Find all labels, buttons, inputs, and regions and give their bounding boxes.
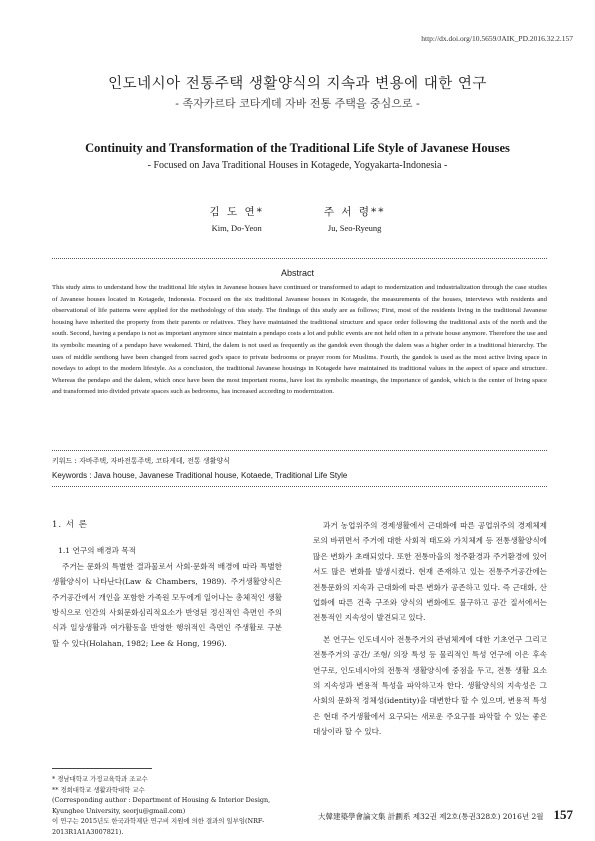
page-number: 157 (553, 807, 573, 822)
author-1-name-ko: 김 도 연* (209, 206, 264, 218)
author-1-name-en: Kim, Do-Yeon (211, 223, 262, 233)
divider-top (52, 258, 547, 259)
title-korean: 인도네시아 전통주택 생활양식의 지속과 변용에 대한 연구 (108, 76, 487, 92)
author-1 (210, 204, 264, 233)
keywords-korean: 키워드 : 자바주택, 자바전통주택, 코타게데, 전통 생활양식 (52, 457, 230, 465)
subtitle-english: - Focused on Java Traditional Houses in Kotagede, Yogyakarta-Indonesia - (147, 160, 448, 171)
footnote-2: ** 경희대학교 생활과학대학 교수 (52, 785, 145, 794)
abstract-body: This study aims to understand how the traditional life styles in Javanese houses have continued or transformed to adapt to modernization and industrialization through the case studies of Javanese houses located in Kotagede, Indonesia. Focused on the six traditional Javanese houses in Kotagede, the measurements of the houses, interviews with residents and observational of life patterns were applied for the methodology of this study. The findings of this study are as follows; First, most of the residents living in the traditional Javanese housing have inherited the property from their parents or relatives. They have maintained the traditional structure and space order following the traditional axis of the north and the south. Second, having a pendapo is not as important anymore since maintain a pendapo costs a lot and public events are not held often in a private house anymore. Therefore the use and its symbolic meaning of a pendapo have weakened. Third, the dalem is not used as frequently as the gandok even though the dalem was a higher order in a traditional hierarchy. The uses of middle senthong have been changed from sacred god's space to private bedrooms or prayer room for Muslims. Fourth, the gandok is used as the most active living space in nowdays to adopt to the modern lifestyle. As a conclusion, the traditional Javanese housings in Kotagede have maintained its traditional values in the aspect of space and structure. Whereas the pendapo and the dalem, which once have been the most important rooms, have lost its symbolic meanings, the importance of gandok, which is the center of living space and transformed into divided private spaces such as bedrooms, has increased according to modernization. (52, 284, 547, 396)
right-paragraph-1: 과거 농업위주의 경제생활에서 근대화에 따른 공업위주의 경제체제로의 바뀌면서 주거에 대한 사회적 태도와 가치체계 등 전통생활양식에 많은 변화가 초래되었다. 또한 전통마을의 청주환경과 주거환경에 있어서도 많은 변화를 발생시켰다. 현재 존재하고 있는 전통주거공간에는 전통문화의 지속과 근대화에 따른 변화가 공존하고 있다. 즉 근대화, 산업화에 따른 건축 구조와 양식의 변화에도 불구하고 공간 질서에서는 전통적인 지속성이 발견되고 있다. (313, 521, 547, 623)
doi-link[interactable]: http://dx.doi.org/10.5659/JAIK_PD.2016.32.2.157 (421, 34, 573, 43)
divider-keywords (52, 486, 547, 487)
section-title: 1. 서 론 (52, 520, 88, 530)
right-paragraph-2: 본 연구는 인도네시아 전통주거의 관념체계에 대한 기초연구 그리고 전통주거의 공간/ 조형/ 의장 특성 등 물리적인 특성 연구에 이은 후속연구로, 인도네시아의 전통적 생활양식에 중점을 두고, 전통 생활 요소의 지속성과 변용적 특성을 파악하고자 한다. 생활양식의 지속성은 그 사회의 문화적 정체성(identity)을 대변한다 할 수 있으며, 변용적 특성은 현대 주거생활에서 요구되는 새로운 주요구를 파악할 수 있는 좋은 대상이라 할 수 있다. (313, 634, 547, 737)
footnote-3: (Corresponding author : Department of Housing & Interior Design, Kyunghee University, seorju@gmail.com) (52, 796, 271, 815)
journal-citation: 大韓建築學會論文集 計劃系 제32권 제2호(통권328호) 2016년 2월 (318, 812, 544, 821)
footnote-rule (52, 768, 152, 769)
left-column (52, 518, 282, 651)
footnote-4: 이 연구는 2015년도 한국과학재단 연구비 지원에 의한 결과의 일부임(NRF-2013R1A1A3007821). (52, 817, 265, 836)
right-column (313, 518, 547, 740)
subtitle-korean: - 족자카르타 코타게데 자바 전통 주택을 중심으로 - (175, 97, 420, 110)
page-footer (318, 807, 573, 823)
left-paragraph: 주거는 문화의 특별한 결과물로서 사회·문화적 배경에 따라 특별한 생활양식이 나타난다(Law & Chambers, 1989). 주거생활양식은 주거공간에서 개인을 포함한 가족원 모두에게 일어나는 총체적인 생활방식으로 인간의 사회문화심리적요소가 반영된 정신적인 측면인 주의식과 일상생활과 여가활동을 반영한 행위적인 측면인 주생활로 구분 할 수 있다(Holahan, 1982; Lee & Hong, 1996). (52, 561, 282, 648)
subsection-title: 1.1 연구의 배경과 목적 (58, 546, 137, 556)
abstract-heading: Abstract (280, 268, 314, 278)
footnote-1: * 경남대학교 가정교육학과 조교수 (52, 775, 148, 783)
author-2 (324, 204, 386, 233)
author-list (0, 204, 595, 233)
divider-abstract (52, 450, 547, 451)
author-2-name-en: Ju, Seo-Ryeung (327, 223, 382, 233)
footnotes (52, 774, 282, 837)
keywords-english: Keywords : Java house, Javanese Traditional house, Kotaede, Traditional Life Style (52, 471, 348, 480)
author-2-name-ko: 주 서 령** (323, 206, 386, 218)
title-english: Continuity and Transformation of the Traditional Life Style of Javanese Houses (85, 141, 510, 155)
